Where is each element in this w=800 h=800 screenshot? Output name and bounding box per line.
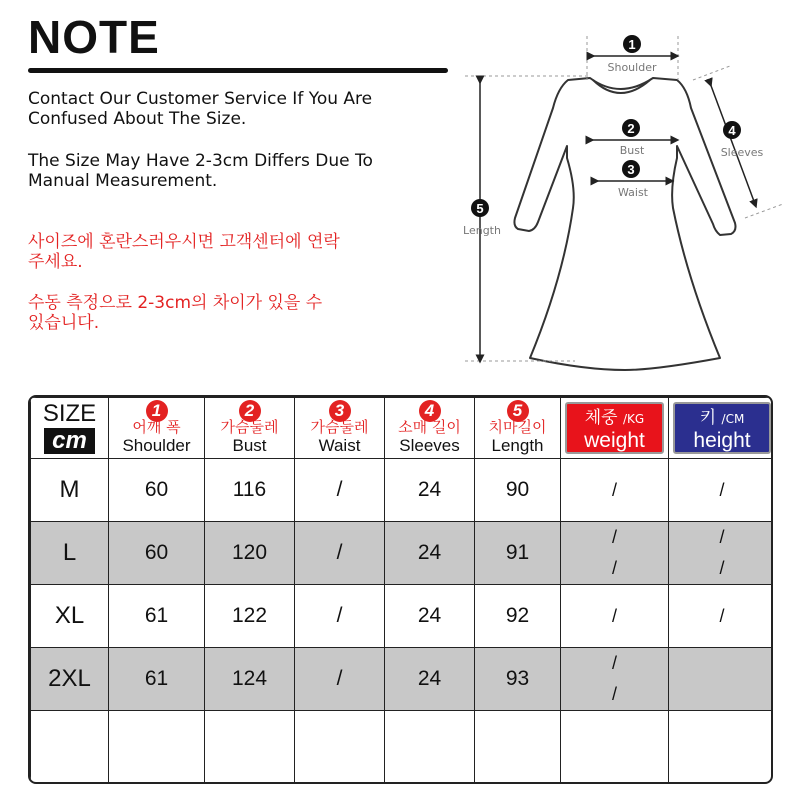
height-header-unit: /CM (721, 412, 745, 426)
weight-header-ko: 체중 (584, 408, 618, 428)
table-row (31, 585, 774, 648)
bust-header (205, 398, 295, 459)
empty-cell (109, 711, 205, 785)
sleeves-header (385, 398, 475, 459)
weight-badge (565, 402, 664, 454)
size-cell: XL (31, 585, 109, 648)
bust-cell: 120 (205, 522, 295, 585)
size-header (31, 398, 109, 459)
weight-cell (561, 648, 669, 711)
length-cell: 91 (475, 522, 561, 585)
waist-cell: / (295, 648, 385, 711)
sleeves-header-ko: 소매 길이 (398, 418, 461, 436)
bust-cell: 124 (205, 648, 295, 711)
length-cell: 93 (475, 648, 561, 711)
size-header-label: SIZE (42, 400, 97, 427)
weight-cell (561, 459, 669, 522)
length-header-ko: 치마길이 (488, 418, 547, 436)
size-cell: 2XL (31, 648, 109, 711)
length-label: Length (463, 224, 501, 237)
sleeves-label: Sleeves (720, 146, 764, 159)
waist-header (295, 398, 385, 459)
height-cell (669, 459, 774, 522)
table-row (31, 648, 774, 711)
slash-mark: / (719, 605, 725, 626)
size-chart-table (28, 395, 773, 784)
bust-cell: 122 (205, 585, 295, 648)
table-header-row (31, 398, 774, 459)
empty-cell (385, 711, 475, 785)
sleeves-marker-num: 4 (728, 123, 736, 138)
shoulder-marker-num: 1 (628, 37, 636, 52)
empty-cell (31, 711, 109, 785)
size-header-unit: cm (44, 428, 95, 454)
weight-header-en: weight (584, 429, 645, 452)
slash-mark: / (611, 684, 617, 704)
empty-cell (475, 711, 561, 785)
empty-cell (561, 711, 669, 785)
note-contact-text: Contact Our Customer Service If You Are Confused About The Size. (28, 89, 373, 129)
table-row (31, 459, 774, 522)
shoulder-cell: 60 (109, 459, 205, 522)
slash-mark: / (611, 479, 617, 500)
table-row (31, 522, 774, 585)
sleeves-cell: 24 (385, 585, 475, 648)
slash-mark: / (719, 479, 725, 500)
title-divider (28, 68, 448, 73)
note-contact-text-ko: 사이즈에 혼란스러우시면 고객센터에 연락 주세요. (28, 232, 340, 272)
note-title: NOTE (28, 11, 160, 63)
bust-cell: 116 (205, 459, 295, 522)
bust-marker-num: 2 (627, 121, 635, 136)
slash-mark: / (611, 653, 617, 673)
note-differ-text: The Size May Have 2-3cm Differs Due To Manual Measurement. (28, 151, 373, 191)
note-differ-text-ko: 수동 측정으로 2-3cm의 차이가 있을 수 있습니다. (28, 293, 323, 333)
shoulder-cell: 61 (109, 648, 205, 711)
waist-header-en: Waist (318, 436, 361, 455)
shoulder-label: Shoulder (607, 61, 657, 74)
shoulder-header-ko: 어깨 폭 (132, 418, 181, 436)
shoulder-header (109, 398, 205, 459)
height-header-en: height (693, 429, 751, 452)
sleeves-cell: 24 (385, 459, 475, 522)
shoulder-cell: 61 (109, 585, 205, 648)
weight-header (561, 398, 669, 459)
sleeves-header-en: Sleeves (399, 436, 460, 455)
bust-header-en: Bust (232, 436, 267, 455)
length-marker-num: 5 (476, 201, 484, 216)
weight-header-unit: /KG (623, 412, 645, 426)
empty-cell (295, 711, 385, 785)
sleeves-cell: 24 (385, 648, 475, 711)
length-header-num: 5 (507, 400, 529, 422)
bust-header-num: 2 (239, 400, 261, 422)
length-header (475, 398, 561, 459)
dress-measurement-diagram (455, 28, 800, 373)
empty-cell (669, 711, 774, 785)
waist-cell: / (295, 522, 385, 585)
slash-mark: / (719, 527, 725, 547)
size-cell: M (31, 459, 109, 522)
height-header-ko: 키 (699, 408, 717, 428)
height-cell (669, 585, 774, 648)
height-cell (669, 648, 774, 711)
waist-cell: / (295, 585, 385, 648)
height-cell (669, 522, 774, 585)
sleeves-header-num: 4 (419, 400, 441, 422)
slash-mark: / (611, 527, 617, 547)
shoulder-cell: 60 (109, 522, 205, 585)
slash-mark: / (611, 605, 617, 626)
bust-header-ko: 가슴둘레 (220, 418, 279, 436)
waist-header-num: 3 (329, 400, 351, 422)
weight-cell (561, 522, 669, 585)
length-header-en: Length (491, 436, 544, 455)
sleeves-cell: 24 (385, 522, 475, 585)
height-badge (673, 402, 771, 454)
length-cell: 90 (475, 459, 561, 522)
waist-label: Waist (617, 186, 649, 199)
bust-label: Bust (619, 144, 645, 157)
slash-mark: / (719, 558, 725, 578)
shoulder-header-en: Shoulder (122, 436, 191, 455)
waist-header-ko: 가슴둘레 (310, 418, 369, 436)
slash-mark: / (611, 558, 617, 578)
waist-marker-num: 3 (627, 162, 635, 177)
weight-cell (561, 585, 669, 648)
shoulder-header-num: 1 (146, 400, 168, 422)
empty-cell (205, 711, 295, 785)
size-cell: L (31, 522, 109, 585)
length-cell: 92 (475, 585, 561, 648)
waist-cell: / (295, 459, 385, 522)
empty-row (31, 711, 774, 785)
height-header (669, 398, 774, 459)
